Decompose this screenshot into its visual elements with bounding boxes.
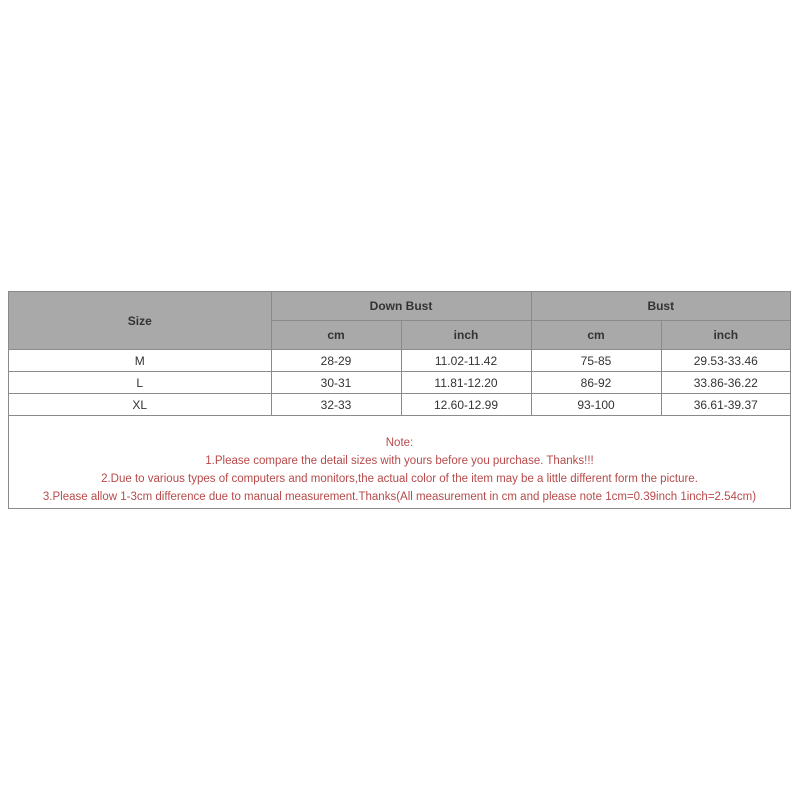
down-bust-cm-cell: 32-33 [271,394,401,416]
down-bust-inch-cell: 11.81-12.20 [401,372,531,394]
down-bust-cm-cell: 30-31 [271,372,401,394]
down-bust-inch-cell: 12.60-12.99 [401,394,531,416]
table-row [9,372,790,394]
bust-inch-cell: 29.53-33.46 [661,350,790,372]
bust-cm-cell: 75-85 [531,350,661,372]
bust-inch-header: inch [661,321,790,350]
size-chart [8,291,791,509]
note-line: 1.Please compare the detail sizes with yours before you purchase. Thanks!!! [205,455,594,467]
size-column-header: Size [9,292,271,350]
size-cell: M [9,350,271,372]
bust-cm-cell: 93-100 [531,394,661,416]
note-line: 2.Due to various types of computers and monitors,the actual color of the item may be a little different form the picture. [101,473,698,485]
bust-cm-cell: 86-92 [531,372,661,394]
down-bust-inch-cell: 11.02-11.42 [401,350,531,372]
table-row [9,350,790,372]
down-bust-cm-header: cm [271,321,401,350]
size-cell: XL [9,394,271,416]
note-title: Note: [385,437,414,449]
bust-inch-cell: 36.61-39.37 [661,394,790,416]
size-cell: L [9,372,271,394]
down-bust-inch-header: inch [401,321,531,350]
bust-inch-cell: 33.86-36.22 [661,372,790,394]
note-line: 3.Please allow 1-3cm difference due to manual measurement.Thanks(All measurement in cm and please note 1cm=0.39inch 1inch=2.54cm) [42,491,757,503]
bust-group-header: Bust [531,292,790,321]
table-row [9,394,790,416]
bust-cm-header: cm [531,321,661,350]
header-row-groups [9,292,790,321]
down-bust-group-header: Down Bust [271,292,531,321]
size-table [9,292,790,416]
down-bust-cm-cell: 28-29 [271,350,401,372]
notes-section [9,418,790,508]
